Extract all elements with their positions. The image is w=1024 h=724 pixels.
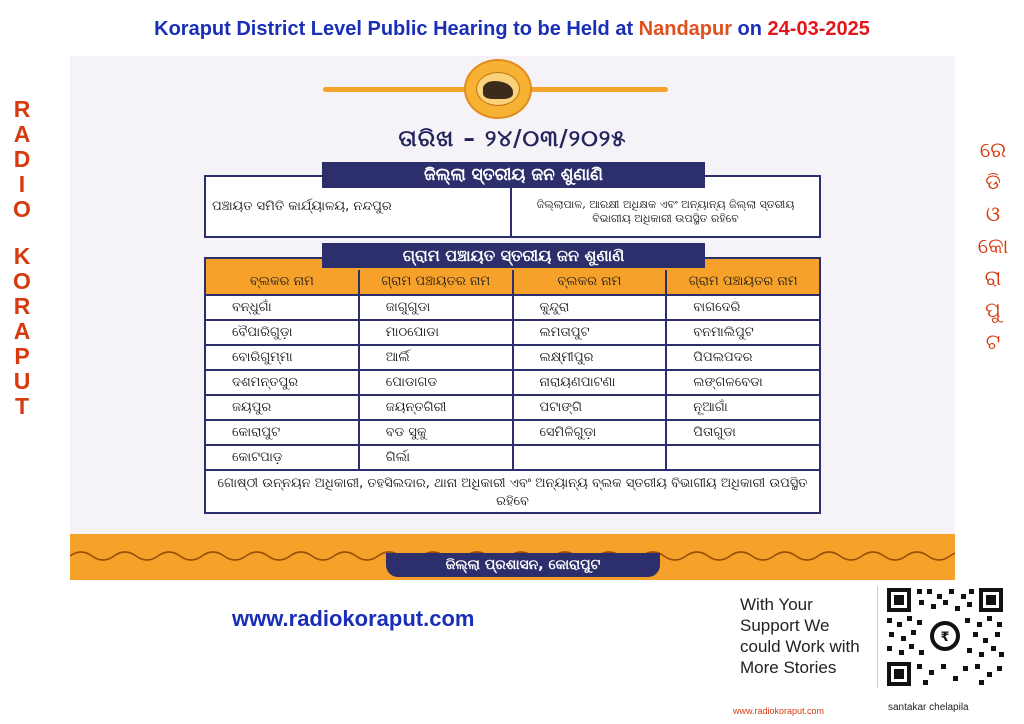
district-hearing-title: ଜିଲ୍ଲା ସ୍ତରୀୟ ଜନ ଶୁଣାଣି <box>322 162 705 188</box>
poster-date: ତାରିଖ – ୨୪/୦୩/୨୦୨୫ <box>398 126 627 152</box>
table-cell: ସେମିଳିଗୁଡ଼ା <box>514 421 668 444</box>
table-cell: ଗିର୍ଲା <box>360 446 514 469</box>
table-cell: ଲଙ୍ଗଳବେଡା <box>693 375 763 390</box>
table-cell: ବୈପାରିଗୁଡ଼ା <box>206 321 360 344</box>
divider <box>877 586 878 688</box>
column-header: ଗ୍ରାମ ପଞ୍ଚାୟତର ନାମ <box>360 270 514 294</box>
radio-koraput-vertical-label <box>10 97 34 419</box>
table-cell: ପିପଲପଦର <box>693 350 753 365</box>
table-cell: କୁନ୍ଦୁରା <box>514 296 668 319</box>
side-letter: U <box>13 368 31 394</box>
headline-text: Koraput District Level Public Hearing to be Held at <box>154 18 639 40</box>
table-cell: ଦଶମନ୍ତପୁର <box>206 371 360 394</box>
side-letter: O <box>13 196 31 222</box>
table-cell: ବନ୍ଧୁଗାଁ <box>206 296 360 319</box>
side-syllable: କୋ <box>977 234 1009 258</box>
payment-qr-code-icon[interactable] <box>883 586 1007 688</box>
side-letter: O <box>13 268 31 294</box>
headline <box>0 18 1024 41</box>
table-row <box>206 294 819 319</box>
table-cell: ନୂଆଗାଁ <box>693 400 728 415</box>
support-website-link[interactable]: www.radiokoraput.com <box>733 706 825 716</box>
table-cell: ଲମତାପୁଟ <box>514 321 668 344</box>
table-row <box>206 319 819 344</box>
table-cell: କୋରାପୁଟ <box>206 421 360 444</box>
district-venue: ପଞ୍ଚାୟତ ସମିତି କାର୍ଯ୍ୟାଳୟ, ନନ୍ଦପୁର <box>206 177 512 236</box>
table-row <box>206 419 819 444</box>
gp-hearing-table <box>204 257 821 514</box>
table-row <box>206 394 819 419</box>
column-header: ଗ୍ରାମ ପଞ୍ଚାୟତର ନାମ <box>688 274 798 289</box>
table-cell: ପଟାଙ୍ଗି <box>514 396 668 419</box>
radio-koraput-odia-vertical-label <box>978 134 1008 358</box>
svg-text:₹: ₹ <box>940 630 950 645</box>
side-syllable: ପୁ <box>985 298 1001 322</box>
side-letter: A <box>13 318 31 344</box>
table-cell: ଜୟନ୍ତଗିରୀ <box>360 396 514 419</box>
table-cell <box>514 446 668 469</box>
table-cell: ବନମାଲିପୁଟ <box>693 325 754 340</box>
side-letter: A <box>13 121 31 147</box>
odisha-emblem-icon <box>464 59 532 119</box>
website-link[interactable]: www.radiokoraput.com <box>232 606 475 631</box>
table-cell: ଆର୍ଲି <box>360 346 514 369</box>
table-cell: ବାଗଦେରି <box>693 300 741 315</box>
side-syllable: ରା <box>984 266 1002 290</box>
district-officials: ଜିଲ୍ଲାପାଳ, ଆରକ୍ଷୀ ଅଧିକ୍ଷକ ଏବଂ ଅନ୍ୟାନ୍ୟ ଜିଲ୍ଲା ସ୍ତରୀୟ ବିଭାଗୀୟ ଅଧିକାରୀ ଉପସ୍ଥିତ ରହିବେ <box>536 197 795 225</box>
notice-poster <box>70 56 955 580</box>
qr-caption: santakar chelapila <box>888 702 969 713</box>
side-letter: K <box>13 243 31 269</box>
table-cell: ଲକ୍ଷ୍ମୀପୁର <box>514 346 668 369</box>
support-message: With Your Support We could Work with More Stories <box>740 595 860 677</box>
table-row <box>206 369 819 394</box>
table-cell: ନାରାୟଣପାଟଣା <box>514 371 668 394</box>
emblem-horse-icon <box>483 81 513 99</box>
block-officials-note: ଗୋଷ୍ଠୀ ଉନ୍ନୟନ ଅଧିକାରୀ, ତହସିଲଦାର, ଥାନା ଅଧିକାରୀ ଏବଂ ଅନ୍ୟାନ୍ୟ ବ୍ଲକ ସ୍ତରୀୟ ବିଭାଗୀୟ ଅଧିକାରୀ ଉପସ୍ଥିତ ରହିବେ <box>206 469 819 515</box>
table-cell: ବୋରିଗୁମ୍ମା <box>206 346 360 369</box>
table-cell: ମାଠପୋଡା <box>360 321 514 344</box>
column-header: ବ୍ଲକର ନାମ <box>514 270 668 294</box>
headline-date: 24-03-2025 <box>767 18 870 40</box>
headline-on: on <box>732 18 768 40</box>
table-cell: ବଡ ସୁକୁ <box>360 421 514 444</box>
side-letter: R <box>13 96 31 122</box>
side-letter: R <box>13 293 31 319</box>
table-cell: ପୋଡାଗଡ <box>360 371 514 394</box>
side-syllable: ଟ <box>985 330 1001 354</box>
table-cell: ଜାଗୁଗୁଡା <box>360 296 514 319</box>
table-row <box>206 344 819 369</box>
table-cell <box>667 446 819 469</box>
gp-hearing-title: ଗ୍ରାମ ପଞ୍ଚାୟତ ସ୍ତରୀୟ ଜନ ଶୁଣାଣି <box>322 243 705 268</box>
side-letter: P <box>14 343 30 369</box>
table-cell: କୋଟପାଡ଼ <box>206 446 360 469</box>
district-administration-label: ଜିଲ୍ଲା ପ୍ରଶାସନ, କୋରାପୁଟ <box>386 553 660 577</box>
table-row <box>206 444 819 469</box>
table-cell: ଜୟପୁର <box>206 396 360 419</box>
side-letter: T <box>14 393 30 419</box>
side-syllable: ରେ <box>979 138 1007 162</box>
headline-place: Nandapur <box>638 18 732 40</box>
side-syllable: ଡି <box>985 170 1001 194</box>
table-cell: ପିତାଗୁଡା <box>693 425 736 440</box>
emblem-seal <box>476 72 520 106</box>
side-letter: D <box>13 146 31 172</box>
side-letter: I <box>18 171 26 197</box>
column-header: ବ୍ଲକର ନାମ <box>206 270 360 294</box>
side-syllable: ଓ <box>985 202 1001 226</box>
